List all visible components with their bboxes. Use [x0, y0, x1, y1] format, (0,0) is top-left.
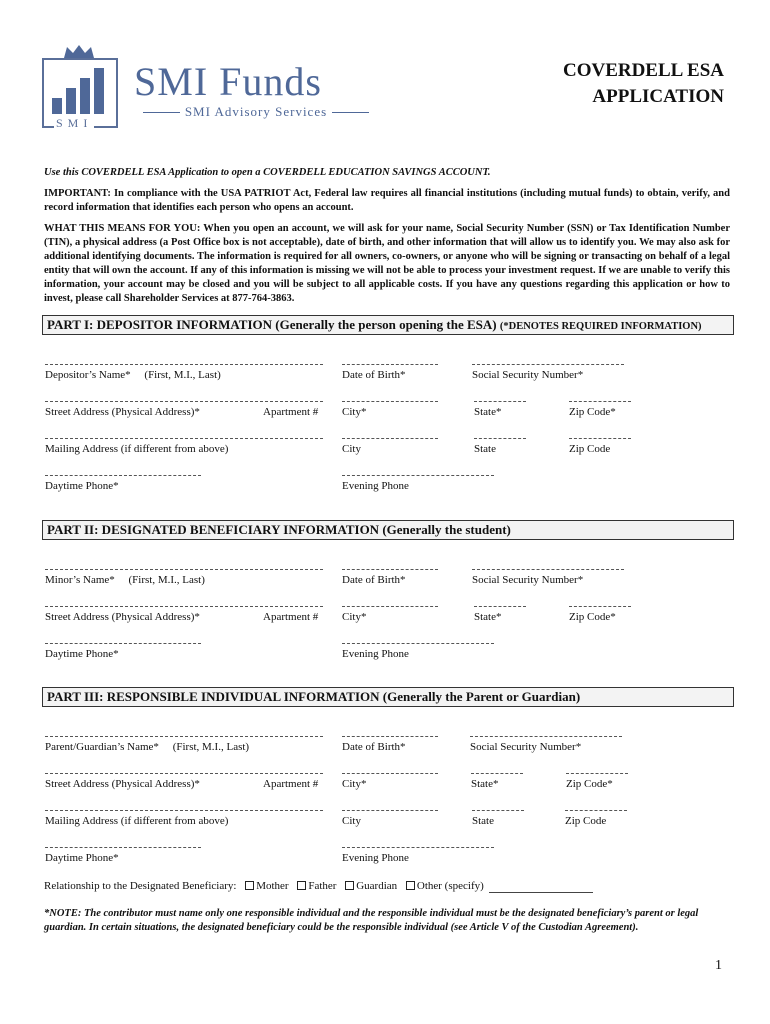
field-label: Date of Birth*: [342, 369, 406, 381]
depositor-mail-zip-field[interactable]: [569, 438, 631, 455]
father-checkbox[interactable]: [297, 881, 306, 890]
apartment-label: Apartment #: [263, 406, 319, 418]
field-label: Zip Code: [565, 815, 607, 827]
intro-section: [44, 166, 730, 313]
field-label: Daytime Phone*: [45, 480, 119, 492]
field-label: Zip Code*: [566, 778, 613, 790]
depositor-mail-city-field[interactable]: [342, 438, 438, 455]
field-hint: (First, M.I., Last): [172, 741, 250, 753]
minor-dob-field[interactable]: [342, 569, 438, 586]
guardian-mail-city-field[interactable]: [342, 810, 438, 827]
part-1-title: PART I: DEPOSITOR INFORMATION (Generally the person opening the ESA): [47, 317, 497, 332]
field-label: Zip Code: [569, 443, 611, 455]
apartment-label: Apartment #: [263, 778, 319, 790]
field-label: Street Address (Physical Address)*: [45, 778, 200, 790]
father-label: Father: [308, 880, 337, 892]
field-label: Zip Code*: [569, 406, 616, 418]
field-label: City: [342, 815, 361, 827]
guardian-day-phone-field[interactable]: [45, 847, 201, 864]
guardian-street-field[interactable]: [45, 773, 323, 790]
depositor-ssn-field[interactable]: [472, 364, 624, 381]
field-label: Evening Phone: [342, 852, 409, 864]
field-label: Street Address (Physical Address)*: [45, 611, 200, 623]
field-label: State*: [474, 406, 502, 418]
guardian-name-field[interactable]: [45, 736, 323, 753]
field-label: Daytime Phone*: [45, 852, 119, 864]
minor-day-phone-field[interactable]: [45, 643, 201, 660]
depositor-street-field[interactable]: [45, 401, 323, 418]
relationship-row: [44, 880, 593, 893]
note-text: *NOTE: The contributor must name only one responsible individual and the responsible individual must be the designated beneficiary’s parent or legal guardian. In certain situations, the designated beneficiary could be the responsible individual (see Article V of the Custodian Agreement).: [44, 908, 699, 933]
mother-label: Mother: [256, 880, 289, 892]
what-this-means-text: WHAT THIS MEANS FOR YOU: When you open an account, we will ask for your name, Social Security Number (SSN) or Tax Identification Number (TIN), a physical address (a Post Office box is not acceptable), date of birth, and other information that will allow us to identify you. We may also ask for additional identifying documents. The information is required for all owners, co-owners, or anyone who will be signing or transacting on behalf of a legal entity that will own the account. If any of this information is missing we will not be able to process your investment request. If we are unable to verify this information, your account may be closed and you will be subject to all applicable costs. If you have any questions regarding this application or how to invest, please call Shareholder Services at 877-764-3863.: [44, 223, 730, 304]
guardian-mail-zip-field[interactable]: [565, 810, 627, 827]
logo-badge-text: SMI: [56, 116, 93, 130]
other-label: Other (specify): [416, 880, 484, 892]
field-label: Date of Birth*: [342, 574, 406, 586]
field-label: State: [472, 815, 494, 827]
field-label: Social Security Number*: [472, 574, 584, 586]
guardian-eve-phone-field[interactable]: [342, 847, 494, 864]
field-label: Daytime Phone*: [45, 648, 119, 660]
depositor-mail-state-field[interactable]: [474, 438, 526, 455]
smi-funds-logo: [38, 44, 388, 132]
field-label: Mailing Address (if different from above): [45, 815, 229, 827]
depositor-state-field[interactable]: [474, 401, 526, 418]
field-label: Social Security Number*: [470, 741, 582, 753]
depositor-zip-field[interactable]: [569, 401, 631, 418]
relationship-label: Relationship to the Designated Beneficiary:: [44, 880, 237, 892]
other-checkbox[interactable]: [406, 881, 415, 890]
guardian-zip-field[interactable]: [566, 773, 628, 790]
field-hint: (First, M.I., Last): [128, 574, 205, 586]
logo-subtitle: SMI Advisory Services: [138, 104, 374, 120]
depositor-dob-field[interactable]: [342, 364, 438, 381]
guardian-state-field[interactable]: [471, 773, 523, 790]
depositor-mailing-field[interactable]: [45, 438, 323, 455]
field-label: Mailing Address (if different from above): [45, 443, 229, 455]
minor-name-field[interactable]: [45, 569, 323, 586]
field-label: Zip Code*: [569, 611, 616, 623]
field-label: State: [474, 443, 496, 455]
use-this-text: Use this COVERDELL ESA Application to open a COVERDELL EDUCATION SAVINGS ACCOUNT.: [44, 167, 491, 178]
field-label: Depositor’s Name*: [45, 369, 131, 381]
part-3-title: PART III: RESPONSIBLE INDIVIDUAL INFORMATION (Generally the Parent or Guardian): [47, 689, 581, 704]
field-label: State*: [471, 778, 499, 790]
field-label: Date of Birth*: [342, 741, 406, 753]
logo-name: SMI Funds: [134, 59, 322, 104]
field-label: City*: [342, 778, 367, 790]
bar-chart-icon: [50, 66, 110, 114]
field-label: Parent/Guardian’s Name*: [45, 741, 159, 753]
title-line-2: APPLICATION: [592, 86, 724, 107]
field-label: State*: [474, 611, 502, 623]
depositor-day-phone-field[interactable]: [45, 475, 201, 492]
mother-checkbox[interactable]: [245, 881, 254, 890]
page-number: 1: [715, 958, 722, 973]
minor-city-field[interactable]: [342, 606, 438, 623]
field-label: City*: [342, 406, 367, 418]
minor-zip-field[interactable]: [569, 606, 631, 623]
minor-eve-phone-field[interactable]: [342, 643, 494, 660]
part-3-header: [42, 687, 734, 707]
guardian-mailing-field[interactable]: [45, 810, 323, 827]
depositor-city-field[interactable]: [342, 401, 438, 418]
guardian-mail-state-field[interactable]: [472, 810, 524, 827]
important-text: IMPORTANT: In compliance with the USA PATRIOT Act, Federal law requires all financial institutions (including mutual funds) to obtain, verify, and record information that identifies each person who opens an account.: [44, 188, 730, 213]
minor-ssn-field[interactable]: [472, 569, 624, 586]
guardian-city-field[interactable]: [342, 773, 438, 790]
depositor-eve-phone-field[interactable]: [342, 475, 494, 492]
guardian-ssn-field[interactable]: [470, 736, 622, 753]
minor-state-field[interactable]: [474, 606, 526, 623]
guardian-checkbox[interactable]: [345, 881, 354, 890]
apartment-label: Apartment #: [263, 611, 319, 623]
depositor-name-field[interactable]: [45, 364, 323, 381]
field-label: Social Security Number*: [472, 369, 584, 381]
guardian-label: Guardian: [356, 880, 398, 892]
guardian-dob-field[interactable]: [342, 736, 438, 753]
part-2-header: [42, 520, 734, 540]
field-label: City*: [342, 611, 367, 623]
title-line-1: COVERDELL ESA: [562, 60, 724, 81]
document-title: [504, 58, 724, 110]
other-specify-field[interactable]: [489, 880, 593, 893]
field-label: Minor’s Name*: [45, 574, 115, 586]
field-hint: (First, M.I., Last): [144, 369, 221, 381]
field-label: City: [342, 443, 361, 455]
minor-street-field[interactable]: [45, 606, 323, 623]
field-label: Evening Phone: [342, 648, 409, 660]
field-label: Street Address (Physical Address)*: [45, 406, 200, 418]
part-1-header: [42, 315, 734, 335]
required-note: (*DENOTES REQUIRED INFORMATION): [499, 321, 702, 332]
field-label: Evening Phone: [342, 480, 409, 492]
part-2-title: PART II: DESIGNATED BENEFICIARY INFORMATION (Generally the student): [47, 522, 511, 537]
